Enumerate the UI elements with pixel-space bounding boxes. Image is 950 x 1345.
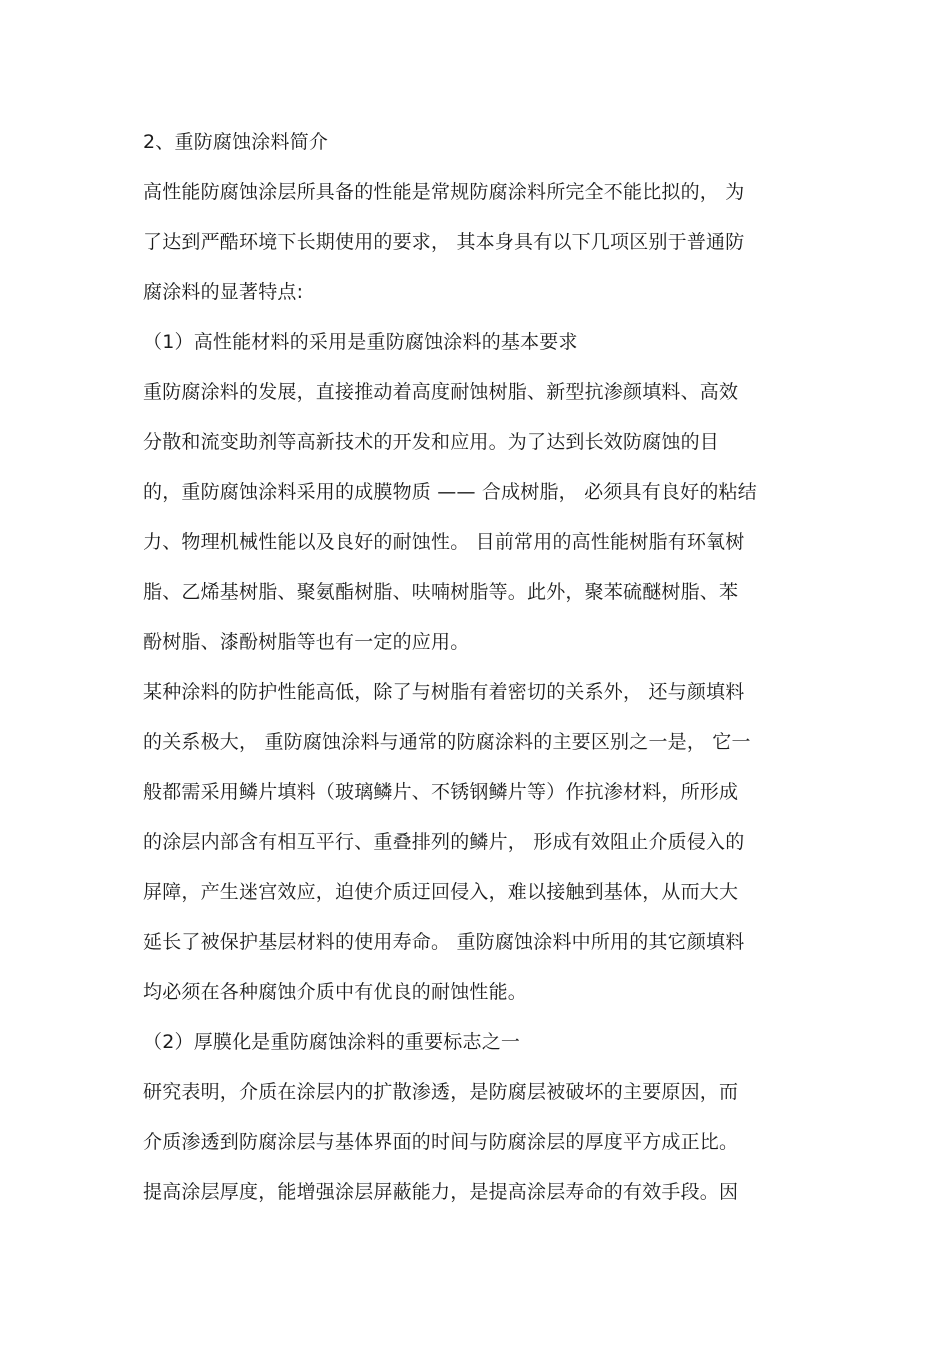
text-line-20: 介质渗透到防腐涂层与基体界面的时间与防腐涂层的厚度平方成正比。 bbox=[143, 1131, 739, 1153]
text-line-2: 了达到严酷环境下长期使用的要求， 其本身具有以下几项区别于普通防 bbox=[143, 231, 745, 253]
section-title: 2、重防腐蚀涂料简介 bbox=[143, 131, 329, 153]
text-line-7: 的，重防腐蚀涂料采用的成膜物质 —— 合成树脂， 必须具有良好的粘结 bbox=[143, 481, 757, 503]
text-line-9: 脂、乙烯基树脂、聚氨酯树脂、呋喃树脂等。此外，聚苯硫醚树脂、苯 bbox=[143, 581, 739, 603]
text-line-14: 的涂层内部含有相互平行、重叠排列的鳞片， 形成有效阻止介质侵入的 bbox=[143, 831, 745, 853]
text-line-17: 均必须在各种腐蚀介质中有优良的耐蚀性能。 bbox=[143, 981, 528, 1003]
text-line-11: 某种涂料的防护性能高低，除了与树脂有着密切的关系外， 还与颜填料 bbox=[143, 681, 745, 703]
text-line-3: 腐涂料的显著特点: bbox=[143, 281, 304, 303]
text-line-16: 延长了被保护基层材料的使用寿命。 重防腐蚀涂料中所用的其它颜填料 bbox=[143, 931, 745, 953]
text-line-15: 屏障，产生迷宫效应，迫使介质迂回侵入，难以接触到基体，从而大大 bbox=[143, 881, 739, 903]
text-line-19: 研究表明，介质在涂层内的扩散渗透，是防腐层被破坏的主要原因，而 bbox=[143, 1081, 739, 1103]
subheading-1: （1）高性能材料的采用是重防腐蚀涂料的基本要求 bbox=[143, 331, 578, 353]
text-line-13: 般都需采用鳞片填料（玻璃鳞片、不锈钢鳞片等）作抗渗材料，所形成 bbox=[143, 781, 739, 803]
subheading-2: （2）厚膜化是重防腐蚀涂料的重要标志之一 bbox=[143, 1031, 521, 1053]
text-line-5: 重防腐涂料的发展，直接推动着高度耐蚀树脂、新型抗渗颜填料、高效 bbox=[143, 381, 739, 403]
text-line-6: 分散和流变助剂等高新技术的开发和应用。为了达到长效防腐蚀的目 bbox=[143, 431, 720, 453]
text-line-10: 酚树脂、漆酚树脂等也有一定的应用。 bbox=[143, 631, 470, 653]
text-line-8: 力、物理机械性能以及良好的耐蚀性。 目前常用的高性能树脂有环氧树 bbox=[143, 531, 745, 553]
text-line-1: 高性能防腐蚀涂层所具备的性能是常规防腐涂料所完全不能比拟的， 为 bbox=[143, 181, 745, 203]
text-line-12: 的关系极大， 重防腐蚀涂料与通常的防腐涂料的主要区别之一是， 它一 bbox=[143, 731, 751, 753]
text-line-21: 提高涂层厚度，能增强涂层屏蔽能力，是提高涂层寿命的有效手段。因 bbox=[143, 1181, 739, 1203]
